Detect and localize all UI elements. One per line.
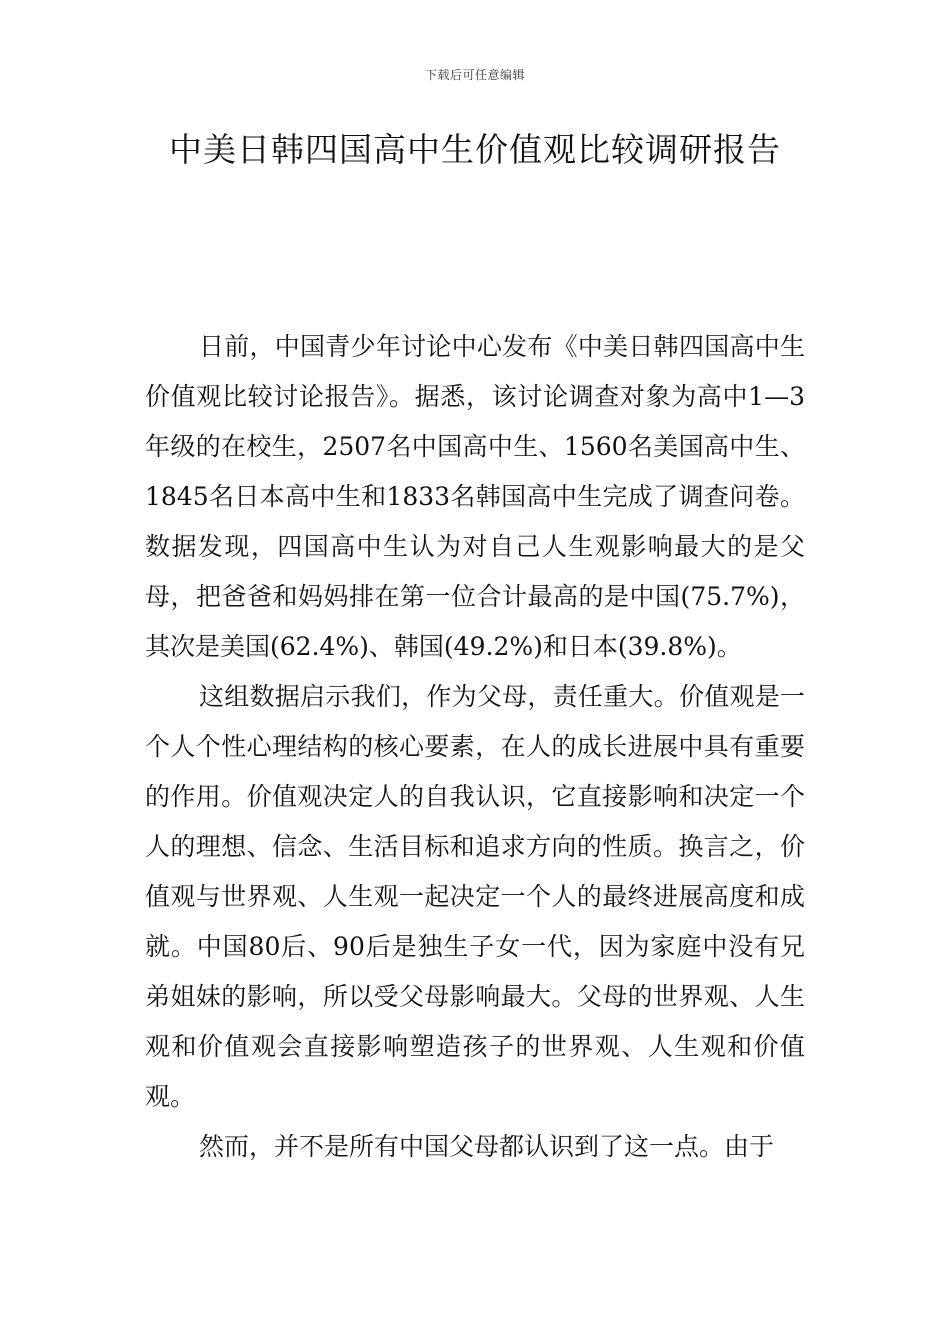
paragraph-3: 然而，并不是所有中国父母都认识到了这一点。由于: [199, 1132, 775, 1161]
paragraph-2: 这组数据启示我们，作为父母，责任重大。价值观是一个人个性心理结构的核心要素，在人的成长进展中具有重要的作用。价值观决定人的自我认识，它直接影响和决定一个人的理想、信念、生活目标和追求方向的性质。换言之，价值观与世界观、人生观一起决定一个人的最终进展高度和成就。中国80后、90后是独生子女一代，因为家庭中没有兄弟姐妹的影响，所以受父母影响最大。父母的世界观、人生观和价值观会直接影响塑造孩子的世界观、人生观和价值观。: [145, 682, 805, 1111]
document-title: 中美日韩四国高中生价值观比较调研报告: [169, 130, 781, 169]
paragraph-1: 日前，中国青少年讨论中心发布《中美日韩四国高中生价值观比较讨论报告》。据悉，该讨论调查对象为高中1—3年级的在校生，2507名中国高中生、1560名美国高中生、1845名日本高中生和1833名韩国高中生完成了调查问卷。数据发现，四国高中生认为对自己人生观影响最大的是父母，把爸爸和妈妈排在第一位合计最高的是中国(75.7%)，其次是美国(62.4%)、韩国(49.2%)和日本(39.8%)。: [145, 332, 805, 661]
header-note: 下载后可任意编辑: [424, 68, 525, 82]
document-body: [145, 322, 805, 1172]
